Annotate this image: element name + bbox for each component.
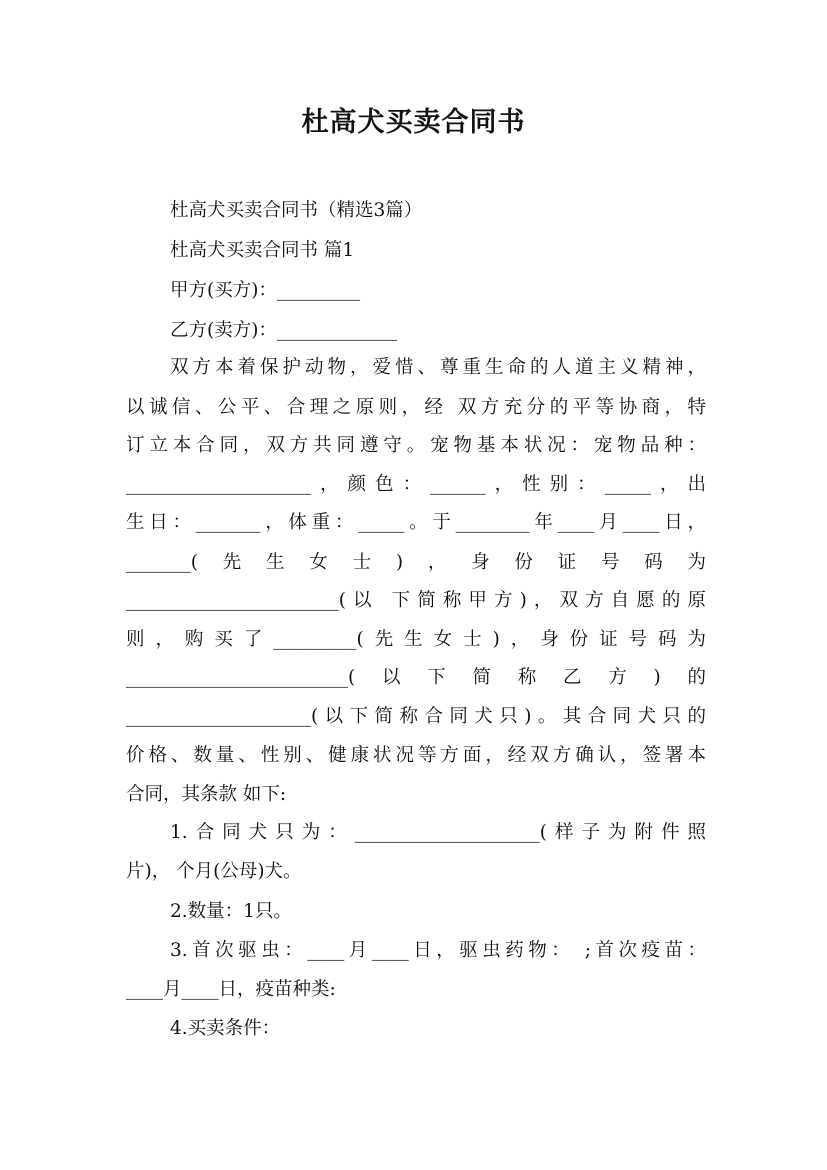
paragraph-line: 订立本合同，双方共同遵守。宠物基本状况：宠物品种： — [126, 435, 706, 456]
paragraph-line: _______________________(以 下简称甲方)，双方自愿的原 — [126, 590, 706, 611]
subtitle-line: 杜高犬买卖合同书（精选3篇） — [170, 200, 423, 221]
clause-2-line: 2.数量：1只。 — [170, 901, 292, 922]
paragraph-line: 合同，其条款 如下: — [126, 784, 287, 805]
paragraph-line: ____________________，颜色：______，性别：_____，出 — [126, 474, 706, 495]
section-heading: 杜高犬买卖合同书 篇1 — [170, 240, 355, 261]
paragraph-line: 以诚信、公平、合理之原则，经 双方充分的平等协商，特 — [126, 397, 706, 418]
paragraph-line: ________________________(以下简称乙方)的 — [126, 667, 706, 688]
clause-1-line: 1.合同犬只为：____________________(样子为附件照 — [170, 822, 706, 843]
paragraph-line: 双方本着保护动物，爱惜、尊重生命的人道主义精神， — [170, 357, 706, 378]
party-b-line: 乙方(卖方)：_____________ — [170, 320, 398, 341]
paragraph-line: ____________________(以下简称合同犬只)。其合同犬只的 — [126, 706, 706, 727]
paragraph-line: 则，购买了_________(先生女士)，身份证号码为 — [126, 629, 706, 650]
paragraph-line: 价格、数量、性别、健康状况等方面，经双方确认，签署本 — [126, 745, 706, 766]
clause-3-line: 3.首次驱虫：____月____日，驱虫药物： ;首次疫苗： — [170, 940, 706, 961]
clause-4-line: 4.买卖条件： — [170, 1018, 281, 1039]
clause-1-line: 片)， 个月(公母)犬。 — [126, 861, 302, 882]
paragraph-line: _______(先生女士)，身份证号码为 — [126, 552, 706, 573]
document-title: 杜高犬买卖合同书 — [301, 107, 526, 138]
paragraph-line: 生日：_______，体重：_____。于________年____月____日， — [126, 512, 706, 533]
party-a-line: 甲方(买方)：_________ — [170, 280, 361, 301]
clause-3-line: ____月____日，疫苗种类: — [126, 979, 336, 1000]
